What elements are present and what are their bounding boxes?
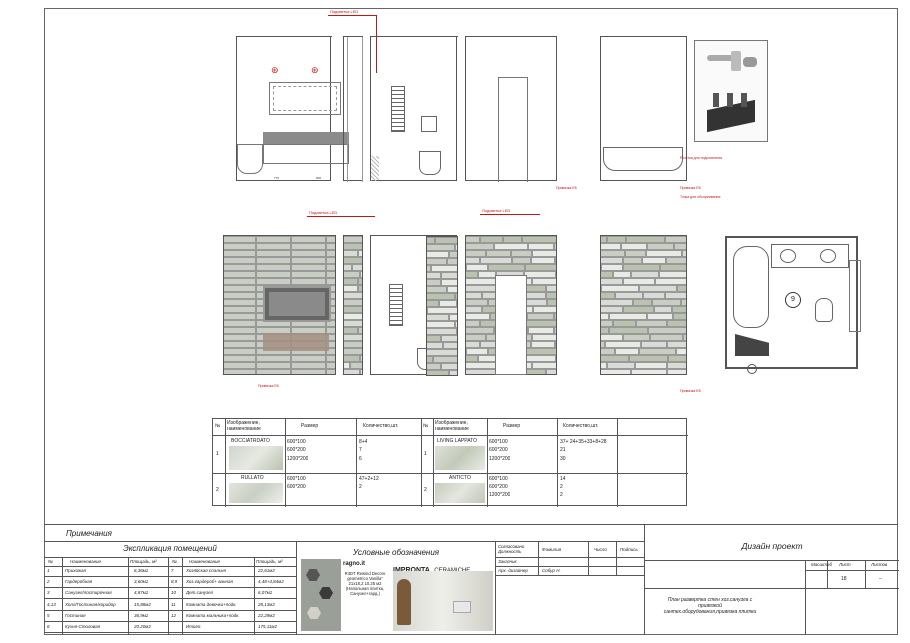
elevation-4-top [465, 36, 557, 181]
elevation-3-top [370, 36, 457, 181]
table-header: № [172, 559, 177, 564]
approval-header: Число [594, 547, 607, 552]
room-name: Дет.санузел [186, 590, 213, 596]
notes-label: Примечания [66, 529, 112, 538]
room-number: 6 [47, 624, 50, 629]
mirror-dark [263, 286, 331, 322]
tile-size: 1200*200 [287, 456, 309, 462]
led-leader-mid-1 [307, 216, 375, 217]
brand-impronta [393, 559, 493, 569]
bathtub-side [237, 144, 263, 174]
tile-swatch [229, 446, 283, 470]
table-row-num: 1 [216, 451, 219, 457]
room-number: 12 [171, 612, 177, 618]
shower-tray-plan [735, 334, 769, 356]
tile-size: 600*100 [489, 476, 508, 482]
tag-eb-3: Привязка ЕБ [258, 384, 279, 388]
stamp-col: Масштаб [811, 562, 833, 567]
room-number: 3 [47, 590, 50, 596]
led-label-top: Подсветка LED [330, 9, 359, 14]
tile-swatch [435, 483, 485, 503]
table-row-num: 2 [424, 487, 427, 493]
stamp-col: Лист [839, 562, 851, 567]
table-header: Площадь, м² [130, 559, 157, 564]
approval-header: Подпись [620, 547, 638, 552]
faucet-reference-images [694, 40, 768, 142]
approval-cell: Арх.-дизайнер [498, 568, 528, 573]
room-name: Гардеробная [65, 579, 93, 585]
room-number: 5 [47, 612, 50, 618]
room-name: Комната мальчика+подк. [186, 612, 240, 618]
approval-header: Согласовано Должность [498, 544, 525, 554]
tile-size: 600*100 [287, 476, 306, 482]
tile-qty: 8+4 [359, 439, 368, 445]
table-header: Количество,шт. [563, 423, 599, 429]
impronta-photo [393, 571, 493, 631]
led-leader-top [328, 15, 376, 16]
tiled-elevation-5 [600, 235, 687, 375]
tile-qty: 6 [359, 456, 362, 462]
stamp-block [644, 524, 898, 635]
table-row-num: 2 [216, 487, 219, 493]
room-name: Прихожая [65, 568, 86, 573]
tag-eb-4: Привязка ЕБ [680, 389, 701, 393]
led-label-mid-1: Подсветка LED [309, 210, 338, 215]
tile-quantity-table [212, 418, 687, 506]
elevation-1-top [236, 36, 331, 181]
room-name: Холл/Гостиная/коридор [65, 601, 116, 607]
tag-service: Точка для обслуживания [680, 195, 721, 199]
towel-rail-icon [389, 284, 403, 326]
tile-qty: 37+ 24+35+33+8+28 [560, 439, 607, 445]
table-header: Изображение, наименование [227, 420, 261, 432]
room-area: 22,29м2 [258, 612, 275, 618]
tiled-elevation-3 [370, 235, 457, 375]
explication-table [44, 541, 296, 635]
table-row-num: 1 [424, 451, 427, 457]
room-number: 11 [171, 601, 176, 607]
room-number: 1 [47, 568, 50, 573]
room-number: 4,13 [47, 601, 56, 607]
door-opening [498, 77, 528, 182]
table-header: Наименование [70, 559, 102, 564]
room-marker-icon: 9 [785, 292, 801, 308]
tag-eb-2: Привязка ЕБ [556, 186, 577, 190]
bathtub-front [603, 147, 683, 171]
room-name: Итого: [186, 624, 202, 629]
room-area: 6,07м2 [258, 590, 273, 596]
room-area: 36,9м2 [134, 612, 149, 618]
dimension-mark: 900 [316, 176, 322, 180]
floor-plan [725, 236, 858, 369]
room-area: 4,87м2 [134, 590, 149, 596]
sheet-description: План развертка стен хоз.санузла с привязкой сантех.оборудования,привязка плитки [663, 597, 757, 615]
led-leader-mid-2 [480, 214, 540, 215]
approval-cell: Заказчик [498, 559, 517, 564]
table-header: № [48, 559, 53, 564]
wc-plan-icon [815, 298, 833, 322]
tile-size: 1200*200 [489, 456, 511, 462]
tile-size: 600*100 [489, 439, 508, 445]
room-area: 20,20м2 [134, 624, 151, 629]
table-header: Количество,шт. [363, 423, 399, 429]
towel-rail-icon [391, 86, 405, 132]
section-marker-icon [747, 364, 757, 374]
room-name: Гостиная [65, 612, 86, 618]
room-name: Комната девочки+подк. [186, 601, 237, 607]
room-number: 7 [171, 568, 174, 573]
tile-qty: 7 [359, 447, 362, 453]
led-label-mid-2: Подсветка LED [482, 208, 511, 213]
room-area: 3,60м2 [134, 579, 149, 585]
bathtub-plan-icon [733, 246, 769, 328]
hex-tile-swatch [301, 559, 341, 631]
room-name: Хоз.гардероб+ ванная [186, 579, 233, 585]
room-area: 15,88м2 [134, 601, 151, 607]
sconce-icon: ⊛ [311, 65, 319, 75]
table-header: № [215, 423, 221, 429]
tile-qty: 14 [560, 476, 566, 482]
tile-size: 600*200 [489, 447, 508, 453]
room-area: 175,11м2 [258, 624, 278, 629]
room-area: 22,61м2 [258, 568, 275, 573]
door-swing-plan [849, 260, 861, 332]
door-opening-tiled [495, 275, 527, 375]
table-header: Площадь, м² [256, 559, 283, 564]
tiled-elevation-2 [343, 235, 363, 375]
stamp-col: Листов [871, 562, 888, 567]
legend-title: Условные обозначения [352, 548, 440, 557]
tile-size: 1200*200 [489, 492, 511, 498]
legend-block [296, 541, 496, 635]
tile-qty: 2 [359, 484, 362, 490]
approval-block [496, 541, 644, 635]
tile-name: RULLATO [241, 475, 264, 481]
sheet-number: 18 [841, 576, 847, 582]
brand-ragno: ragno.it [343, 561, 365, 567]
room-name: Санузел/постирочная [65, 590, 112, 596]
table-header: Наименование [189, 559, 221, 564]
tile-size: 600*200 [489, 484, 508, 490]
faucet-icon [703, 47, 759, 79]
tile-name: ANTICTO [449, 475, 471, 481]
room-name: Кухня-Столовая [65, 624, 101, 629]
table-header: Изображение, наименование [435, 420, 469, 432]
vanity-countertop [263, 333, 329, 351]
table-header: Размер [503, 423, 521, 429]
room-name: Хозяйская спальня [186, 568, 226, 573]
dimension-mark: 770 [274, 176, 280, 180]
room-number: 8,9 [171, 579, 178, 585]
elevation-2-top [343, 36, 363, 181]
vanity-cabinet [263, 144, 349, 164]
vanity-plan [771, 244, 849, 268]
tile-name: BOCCIATRDATO [231, 438, 270, 444]
stamp-title: Дизайн проект [741, 541, 803, 551]
tile-qty: 30 [560, 456, 566, 462]
tag-eb-1: Привязка ЕБ [680, 186, 701, 190]
room-number: 2 [47, 579, 50, 585]
approval-header: Фамилия [542, 547, 562, 552]
tile-size: 600*200 [287, 447, 306, 453]
tile-qty: 2 [560, 484, 563, 490]
wall-wc-icon [419, 151, 441, 175]
table-header: № [423, 423, 429, 429]
tile-qty: 47+2+12 [359, 476, 379, 482]
mirror-outline [269, 82, 341, 115]
sconce-icon: ⊛ [271, 65, 279, 75]
tile-qty: 2 [560, 492, 563, 498]
room-area: 28,13м2 [258, 601, 275, 607]
tile-name: LIVING LAPPATO [437, 438, 478, 444]
elevation-5-top [600, 36, 687, 181]
tile-size: 600*200 [287, 484, 306, 490]
table-header: Размер [301, 423, 319, 429]
room-number: 10 [171, 590, 177, 596]
room-area: 4,48+4,84м2 [258, 579, 284, 585]
flush-plate [421, 116, 437, 132]
tile-swatch [229, 483, 283, 503]
tile-swatch [435, 446, 485, 470]
tile-qty: 21 [560, 447, 566, 453]
tile-size: 600*100 [287, 439, 306, 445]
explication-title: Экспликация помещений [123, 544, 217, 553]
vanity-top [263, 132, 349, 144]
tag-socket: Розетка для подключения [680, 156, 723, 160]
sheet-total: – [879, 576, 882, 582]
tub-mixer-icon [703, 91, 759, 131]
product-note: R4DT Rewind Decoro geometrico Vanilla" 21x18,2 10,25 м2 (Напольная плитка, Санузел+гард.) [344, 571, 386, 596]
approval-cell: Собур Н. [542, 568, 561, 573]
room-area: 6,36м2 [134, 568, 149, 573]
